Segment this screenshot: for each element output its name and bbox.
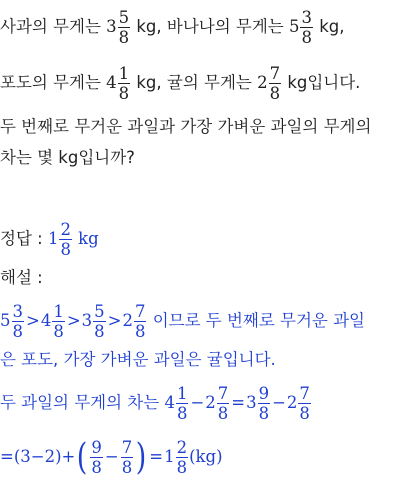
gt-sign: >	[66, 311, 81, 330]
numerator: 2	[176, 438, 188, 457]
solution-line-2: 은 포도, 가장 가벼운 과일은 귤입니다.	[0, 350, 276, 369]
denominator: 8	[176, 458, 188, 477]
denominator: 8	[53, 322, 64, 341]
left-paren: (	[77, 436, 88, 478]
text: kg, 바나나의 무게는	[131, 17, 289, 36]
numerator: 7	[269, 64, 281, 83]
equals-sign: =	[231, 393, 246, 412]
fraction	[12, 302, 25, 341]
numerator: 7	[121, 438, 133, 457]
grape-whole: 4	[106, 73, 117, 92]
right-paren: )	[135, 436, 147, 478]
fraction	[93, 302, 106, 341]
gt-sign: >	[107, 311, 122, 330]
answer-fraction	[59, 220, 72, 259]
unit: (kg)	[189, 447, 223, 466]
text: kg,	[313, 17, 345, 36]
whole: 4	[164, 393, 175, 412]
denominator: 8	[118, 84, 130, 103]
text: 두 과일의 무게의 차는	[0, 393, 165, 412]
answer-whole: 1	[47, 229, 59, 248]
numerator: 1	[176, 384, 188, 403]
tang-whole: 2	[257, 73, 268, 92]
problem-line-3: 두 번째로 무거운 과일과 가장 가벼운 과일의 무게의	[0, 117, 372, 136]
whole: 2	[286, 393, 298, 412]
text: =(3−2)+	[0, 447, 76, 466]
tang-fraction	[269, 64, 282, 103]
numerator: 9	[91, 438, 102, 457]
whole: 2	[122, 311, 133, 330]
denominator: 8	[217, 404, 229, 423]
numerator: 7	[134, 302, 146, 321]
equals-sign: =	[149, 447, 164, 466]
banana-whole: 5	[288, 17, 300, 36]
whole: 1	[164, 447, 175, 466]
denominator: 8	[60, 240, 71, 259]
denominator: 8	[299, 404, 310, 423]
fraction	[176, 438, 189, 477]
text: 이므로 두 번째로 무거운 과일	[152, 311, 365, 330]
numerator: 9	[258, 384, 270, 403]
apple-whole: 3	[106, 17, 117, 36]
numerator: 1	[118, 64, 130, 83]
whole: 3	[81, 311, 93, 330]
fraction	[298, 384, 311, 423]
answer-value	[47, 220, 99, 259]
grape-fraction	[118, 64, 131, 103]
numerator: 7	[299, 384, 310, 403]
fraction	[90, 438, 103, 477]
solution-comparison-line	[0, 302, 365, 341]
answer-unit: kg	[72, 229, 99, 248]
numerator: 3	[12, 302, 23, 321]
numerator: 3	[301, 8, 312, 27]
minus-sign: −	[104, 447, 119, 466]
numerator: 2	[60, 220, 71, 239]
denominator: 8	[118, 28, 130, 47]
denominator: 8	[269, 84, 281, 103]
minus-sign: −	[190, 393, 205, 412]
denominator: 8	[176, 404, 188, 423]
numerator: 1	[53, 302, 64, 321]
numerator: 5	[94, 302, 105, 321]
banana-fraction	[300, 8, 313, 47]
gt-sign: >	[26, 311, 40, 330]
fraction	[217, 384, 230, 423]
denominator: 8	[301, 28, 312, 47]
text: kg입니다.	[282, 73, 361, 92]
solution-label: 해설 :	[0, 268, 43, 287]
fraction	[121, 438, 134, 477]
problem-line-1	[0, 8, 344, 47]
whole: 2	[205, 393, 216, 412]
text: 사과의 무게는	[0, 17, 107, 36]
whole: 5	[0, 311, 11, 330]
denominator: 8	[121, 458, 133, 477]
fraction	[258, 384, 271, 423]
fraction	[134, 302, 147, 341]
numerator: 5	[118, 8, 130, 27]
problem-line-4: 차는 몇 kg입니까?	[0, 148, 135, 167]
denominator: 8	[258, 404, 270, 423]
solution-subtraction-line: 두 과일의 무게의 차는 4 $\frac{1}{8}$ −2 $\frac{7}{8}$ =3 $\frac{9}{8}$ −2 $\frac{7}{8}$	[0, 384, 310, 423]
fraction	[52, 302, 65, 341]
fraction	[176, 384, 189, 423]
denominator: 8	[12, 322, 23, 341]
text: kg, 귤의 무게는	[131, 73, 258, 92]
answer-line	[0, 220, 99, 259]
minus-sign: −	[272, 393, 286, 412]
answer-label: 정답 :	[0, 229, 48, 248]
denominator: 8	[94, 322, 105, 341]
denominator: 8	[91, 458, 102, 477]
whole: 4	[40, 311, 52, 330]
numerator: 7	[217, 384, 229, 403]
problem-line-2	[0, 64, 360, 103]
text: 포도의 무게는	[0, 73, 107, 92]
solution-result-line	[0, 438, 223, 477]
apple-fraction	[118, 8, 131, 47]
denominator: 8	[134, 322, 146, 341]
